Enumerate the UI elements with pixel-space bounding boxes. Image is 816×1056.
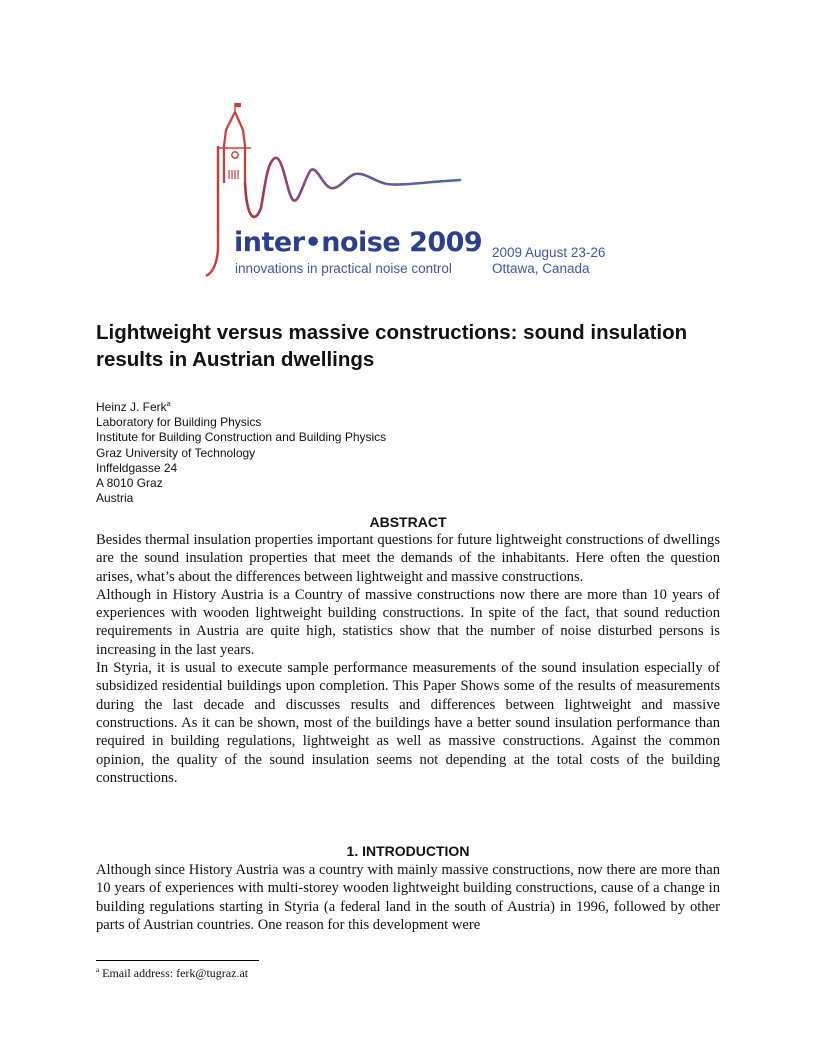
- introduction-paragraph: Although since History Austria was a country with mainly massive constructions, now there are more than 10 years of experiences with multi-storey wooden lightweight building constructions, cause of a change in building regulations starting in Styria (a federal land in the south of Austria) in 1996, followed by other parts of Austrian countries. One reason for this development were: [96, 862, 720, 933]
- abstract-heading: ABSTRACT: [369, 514, 447, 530]
- affiliation-line: Laboratory for Building Physics: [96, 415, 262, 430]
- author-block: [96, 397, 386, 506]
- abstract-paragraph: Besides thermal insulation properties important questions for future lightweight constructions of dwellings are the sound insulation properties that meet the demands of the inhabitants. Here often the question arises, what’s about the differences between lightweight and massive constructions.: [96, 532, 720, 585]
- affiliation-line: Graz University of Technology: [96, 445, 256, 460]
- footnote-text: Email address: ferk@tugraz.at: [99, 966, 249, 980]
- footnote-marker: a: [96, 966, 100, 974]
- conference-logo-title: inter•noise 2009: [234, 227, 483, 258]
- affiliation-line: A 8010 Graz: [96, 476, 163, 491]
- footnote-divider: [96, 960, 259, 961]
- author-footnote-marker: a: [166, 401, 171, 408]
- abstract-body: [96, 531, 720, 787]
- footnote: [96, 966, 248, 981]
- affiliation-line: Austria: [96, 491, 134, 506]
- author-name: Heinz J. Ferk: [96, 400, 167, 414]
- paper-title: Lightweight versus massive constructions: sound insulation results in Austrian dwellings: [96, 321, 688, 371]
- introduction-body: [96, 861, 720, 934]
- introduction-heading: 1. INTRODUCTION: [346, 843, 470, 859]
- conference-location: Ottawa, Canada: [492, 261, 590, 276]
- affiliation-line: Inffeldgasse 24: [96, 460, 178, 475]
- conference-date: 2009 August 23-26: [492, 245, 606, 260]
- conference-logo-tagline: innovations in practical noise control: [235, 261, 452, 276]
- conference-logo: [195, 98, 625, 283]
- abstract-paragraph: Although in History Austria is a Country of massive constructions now there are more than 10 years of experiences with wooden lightweight building constructions. In spite of the fact, that sound reduction requirements in Austria are quite high, statistics show that the number of noise disturbed persons is increasing in the last years.: [96, 586, 720, 658]
- author-name-line: [96, 397, 386, 415]
- affiliation-line: Institute for Building Construction and Building Physics: [96, 430, 387, 445]
- abstract-paragraph: In Styria, it is usual to execute sample performance measurements of the sound insulation especially of subsidized residential buildings upon completion. This Paper Shows some of the results of measurements during the last decade and discusses results and differences between lightweight and massive constructions. As it can be shown, most of the buildings have a better sound insulation performance than required in building regulations, lightweight as well as massive constructions. Against the common opinion, the quality of the sound insulation seems not depending at the total costs of the building constructions.: [96, 660, 720, 786]
